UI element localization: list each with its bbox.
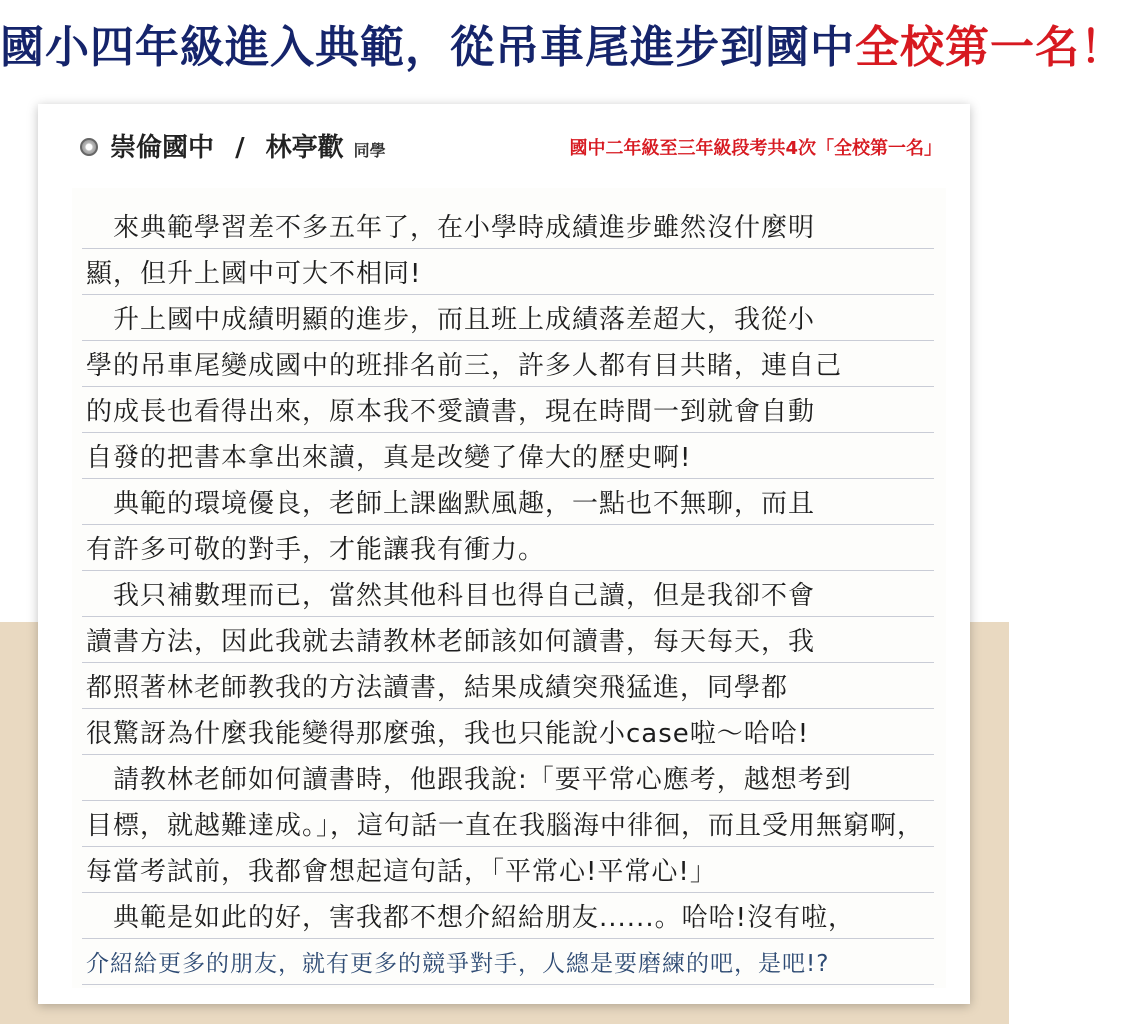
headline-accent: 全校第一名！ <box>855 22 1125 73</box>
letter-line: 請教林老師如何讀書時，他跟我說:「要平常心應考，越想考到 <box>86 765 852 795</box>
ruled-line <box>82 984 934 985</box>
letter-line: 有許多可敬的對手，才能讓我有衝力。 <box>86 535 546 565</box>
letter-line: 讀書方法，因此我就去請教林老師該如何讀書，每天每天，我 <box>86 627 816 657</box>
testimonial-card <box>38 104 970 1004</box>
ruled-line <box>82 386 934 387</box>
letter-line: 升上國中成績明顯的進步，而且班上成績落差超大，我從小 <box>86 305 816 335</box>
letter-line: 每當考試前，我都會想起這句話，「平常心!平常心!」 <box>86 857 717 887</box>
letter-line: 典範的環境優良，老師上課幽默風趣，一點也不無聊，而且 <box>86 489 816 519</box>
student-name: 林亭歡 <box>265 133 344 163</box>
letter-line: 來典範學習差不多五年了，在小學時成績進步雖然沒什麼明 <box>86 213 816 243</box>
ruled-line <box>82 846 934 847</box>
ruled-line <box>82 616 934 617</box>
ruled-line <box>82 248 934 249</box>
card-header <box>38 104 970 188</box>
ruled-line <box>82 938 934 939</box>
ruled-line <box>82 892 934 893</box>
letter-line: 很驚訝為什麼我能變得那麼強，我也只能說小case啦～哈哈! <box>86 719 810 749</box>
letter-line: 顯，但升上國中可大不相同! <box>86 259 422 289</box>
letter-line: 的成長也看得出來，原本我不愛讀書，現在時間一到就會自動 <box>86 397 816 427</box>
letter-line: 都照著林老師教我的方法讀書，結果成績突飛猛進，同學都 <box>86 673 789 703</box>
letter-line: 學的吊車尾變成國中的班排名前三，許多人都有目共睹，連自己 <box>86 351 843 381</box>
ruled-line <box>82 432 934 433</box>
headline-main: 國小四年級進入典範，從吊車尾進步到國中 <box>0 22 855 73</box>
student-info <box>110 128 386 168</box>
handwritten-letter <box>72 188 946 988</box>
letter-line: 目標，就越難達成。」，這句話一直在我腦海中徘徊，而且受用無窮啊， <box>86 811 925 841</box>
ruled-line <box>82 754 934 755</box>
letter-line: 自發的把書本拿出來讀，真是改變了偉大的歷史啊! <box>86 443 692 473</box>
headline <box>0 12 1125 84</box>
ruled-line <box>82 294 934 295</box>
student-suffix: 同學 <box>353 141 386 160</box>
letter-line: 我只補數理而已，當然其他科目也得自己讀，但是我卻不會 <box>86 581 816 611</box>
letter-line: 介紹給更多的朋友，就有更多的競爭對手，人總是要磨練的吧，是吧!? <box>86 951 830 977</box>
ruled-line <box>82 340 934 341</box>
ruled-line <box>82 478 934 479</box>
school-name: 崇倫國中 <box>110 133 215 163</box>
separator: / <box>235 133 245 163</box>
ruled-line <box>82 524 934 525</box>
ruled-line <box>82 662 934 663</box>
ruled-line <box>82 708 934 709</box>
bullet-icon <box>80 138 98 156</box>
ruled-line <box>82 800 934 801</box>
letter-line: 典範是如此的好，害我都不想介紹給朋友......。哈哈!沒有啦， <box>86 903 856 933</box>
achievement-text: 國中二年級至三年級段考共4次「全校第一名」 <box>569 138 942 159</box>
ruled-line <box>82 570 934 571</box>
